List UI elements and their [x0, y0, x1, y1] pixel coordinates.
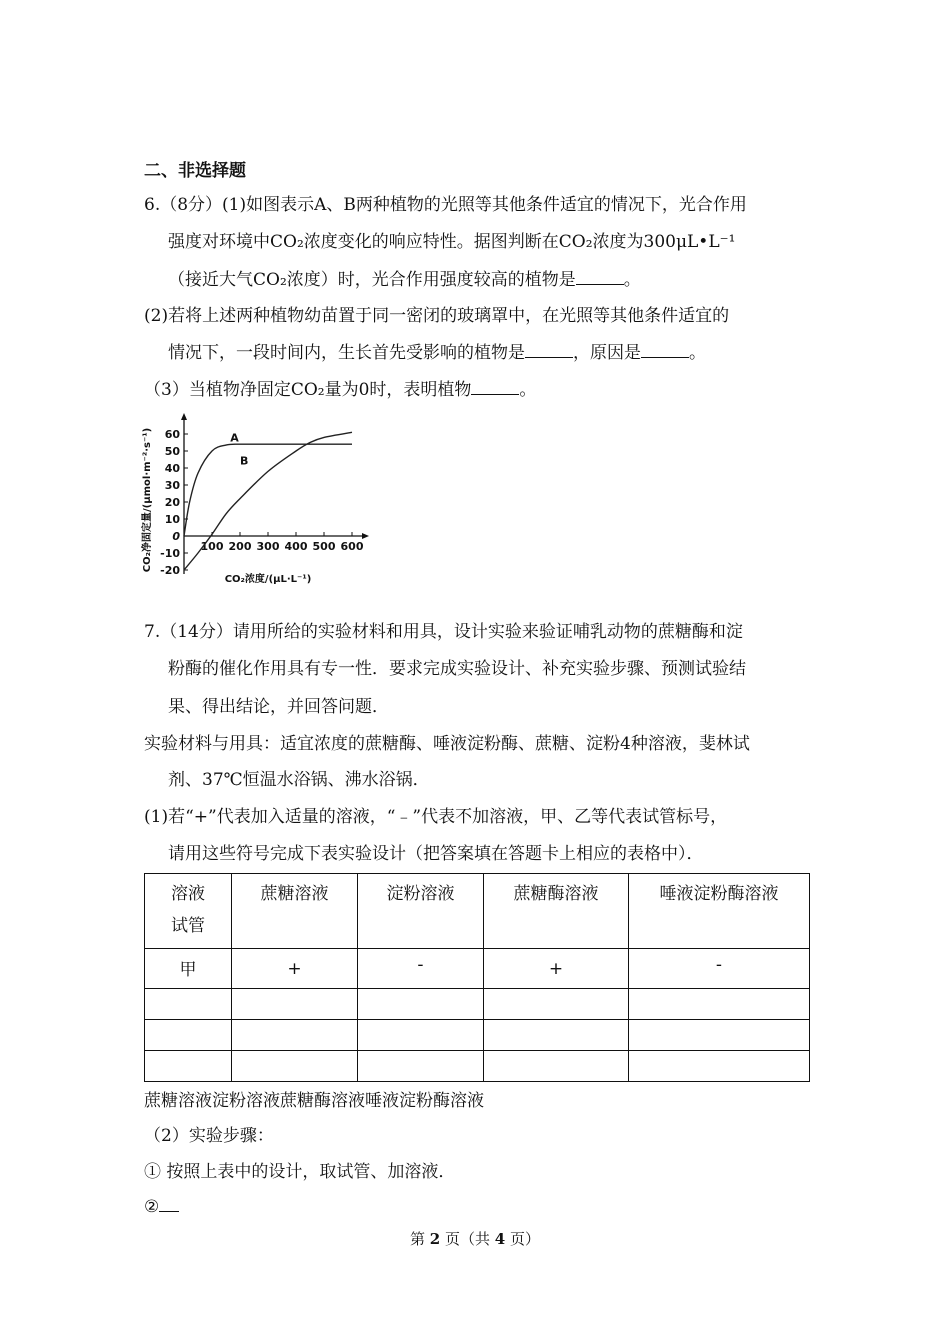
- corner-solution-label: 溶液: [171, 884, 205, 904]
- footer-prefix: 第: [410, 1230, 430, 1248]
- q6-part2-line2: [168, 341, 706, 365]
- q6-part2-end: 。: [689, 343, 706, 363]
- cell-sign: -: [358, 949, 484, 989]
- q6-line3: [168, 268, 641, 292]
- x-tick-label: 500: [312, 540, 336, 553]
- q7-line2: 粉酶的催化作用具有专一性．要求完成实验设计、补充实验步骤、预测试验结: [168, 659, 746, 679]
- empty-cell: [232, 1020, 358, 1051]
- q6-line3-end: 。: [623, 270, 641, 290]
- header-sucrase: 蔗糖酶溶液: [484, 874, 629, 949]
- q7-part2-title: （2）实验步骤：: [144, 1126, 274, 1146]
- q7-materials-line1: 实验材料与用具：适宜浓度的蔗糖酶、唾液淀粉酶、蔗糖、淀粉4种溶液，斐林试: [144, 734, 750, 754]
- y-axis-title: CO₂净固定量/(μmol·m⁻²·s⁻¹): [142, 427, 153, 573]
- q7-step2: [144, 1195, 179, 1219]
- q7-line3: 果、得出结论，并回答问题．: [168, 697, 389, 717]
- y-tick-label: 50: [164, 445, 180, 458]
- y-tick-label: -20: [160, 564, 180, 577]
- empty-cell: [145, 989, 232, 1020]
- x-axis-arrow: [362, 533, 369, 539]
- empty-cell: [358, 1051, 484, 1082]
- q6-line3-text: （接近大气CO₂浓度）时，光合作用强度较高的植物是: [168, 270, 576, 290]
- empty-cell: [629, 1051, 810, 1082]
- header-starch: 淀粉溶液: [358, 874, 484, 949]
- empty-cell: [484, 1051, 629, 1082]
- empty-cell: [484, 989, 629, 1020]
- q6-part3-end: 。: [519, 380, 537, 400]
- y-tick-label: 40: [164, 462, 180, 475]
- y-tick-label: -10: [160, 547, 180, 560]
- footer-total-pages: 4: [494, 1230, 506, 1248]
- cell-sign: +: [232, 949, 358, 989]
- q7-part1-line1: (1)若“+”代表加入适量的溶液，“﹣”代表不加溶液，甲、乙等代表试管标号，: [144, 807, 728, 827]
- cell-sign: -: [629, 949, 810, 989]
- x-tick-label: 100: [200, 540, 224, 553]
- corner-tube-label: 试管: [171, 916, 205, 936]
- table-row: [145, 1020, 810, 1051]
- x-axis-title: CO₂浓度/(μL·L⁻¹): [224, 574, 312, 585]
- tube-label: 甲: [145, 949, 232, 989]
- table-row: [145, 1051, 810, 1082]
- answer-blank: [525, 341, 573, 358]
- page-footer: [0, 1228, 950, 1249]
- answer-blank: [471, 378, 519, 395]
- x-tick-label: 600: [340, 540, 364, 553]
- y-tick-label: 20: [164, 496, 180, 509]
- section-title: 二、非选择题: [144, 161, 246, 181]
- x-tick-label: 300: [256, 540, 280, 553]
- x-tick-label: 200: [228, 540, 252, 553]
- empty-cell: [232, 989, 358, 1020]
- table-row: [145, 989, 810, 1020]
- y-tick-label: 30: [164, 479, 180, 492]
- empty-cell: [358, 1020, 484, 1051]
- footer-middle: 页（共: [440, 1230, 495, 1248]
- empty-cell: [629, 989, 810, 1020]
- q6-part3: [144, 378, 536, 402]
- q6-line2: 强度对环境中CO₂浓度变化的响应特性。据图判断在CO₂浓度为300μL•L⁻¹: [168, 232, 736, 252]
- table-row: [145, 949, 810, 989]
- experiment-table: [144, 873, 810, 1082]
- q7-line1: 7.（14分）请用所给的实验材料和用具，设计实验来验证哺乳动物的蔗糖酶和淀: [144, 622, 743, 642]
- co2-fixation-chart: [136, 408, 376, 588]
- q7-materials-line2: 剂、37℃恒温水浴锅、沸水浴锅．: [168, 770, 430, 790]
- answer-blank: [159, 1195, 179, 1212]
- footer-page-number: 2: [429, 1230, 441, 1248]
- cell-sign: +: [484, 949, 629, 989]
- q6-part2-line1: (2)若将上述两种植物幼苗置于同一密闭的玻璃罩中，在光照等其他条件适宜的: [144, 306, 730, 326]
- q6-line1: 6.（8分）(1)如图表示A、B两种植物的光照等其他条件适宜的情况下，光合作用: [144, 195, 747, 215]
- y-tick-label: 60: [164, 428, 180, 441]
- header-salivary-amylase: 唾液淀粉酶溶液: [629, 874, 810, 949]
- footer-suffix: 页）: [505, 1230, 540, 1248]
- q6-part2-text: 情况下，一段时间内，生长首先受影响的植物是: [168, 343, 525, 363]
- empty-cell: [232, 1051, 358, 1082]
- empty-cell: [358, 989, 484, 1020]
- q7-part1-line2: 请用这些符号完成下表实验设计（把答案填在答题卡上相应的表格中）．: [168, 844, 704, 864]
- series-a-label: A: [230, 431, 239, 445]
- answer-blank: [576, 268, 624, 285]
- y-tick-label: 0: [172, 530, 180, 543]
- y-axis-arrow: [181, 413, 187, 420]
- table-corner-cell: [145, 874, 232, 949]
- empty-cell: [629, 1020, 810, 1051]
- series-a-line: [184, 444, 352, 536]
- empty-cell: [145, 1051, 232, 1082]
- x-tick-label: 400: [284, 540, 308, 553]
- series-b-label: B: [240, 454, 249, 468]
- empty-cell: [145, 1020, 232, 1051]
- q7-step1: ① 按照上表中的设计，取试管、加溶液．: [144, 1162, 456, 1182]
- after-table-text: 蔗糖溶液淀粉溶液蔗糖酶溶液唾液淀粉酶溶液: [144, 1091, 484, 1111]
- q6-part3-text: （3）当植物净固定CO₂量为0时，表明植物: [144, 380, 472, 400]
- q7-step2-marker: ②: [144, 1197, 160, 1217]
- q6-part2-reason: ，原因是: [573, 343, 641, 363]
- table-header-row: [145, 874, 810, 949]
- header-sucrose: 蔗糖溶液: [232, 874, 358, 949]
- answer-blank: [641, 341, 689, 358]
- empty-cell: [484, 1020, 629, 1051]
- y-tick-label: 10: [164, 513, 180, 526]
